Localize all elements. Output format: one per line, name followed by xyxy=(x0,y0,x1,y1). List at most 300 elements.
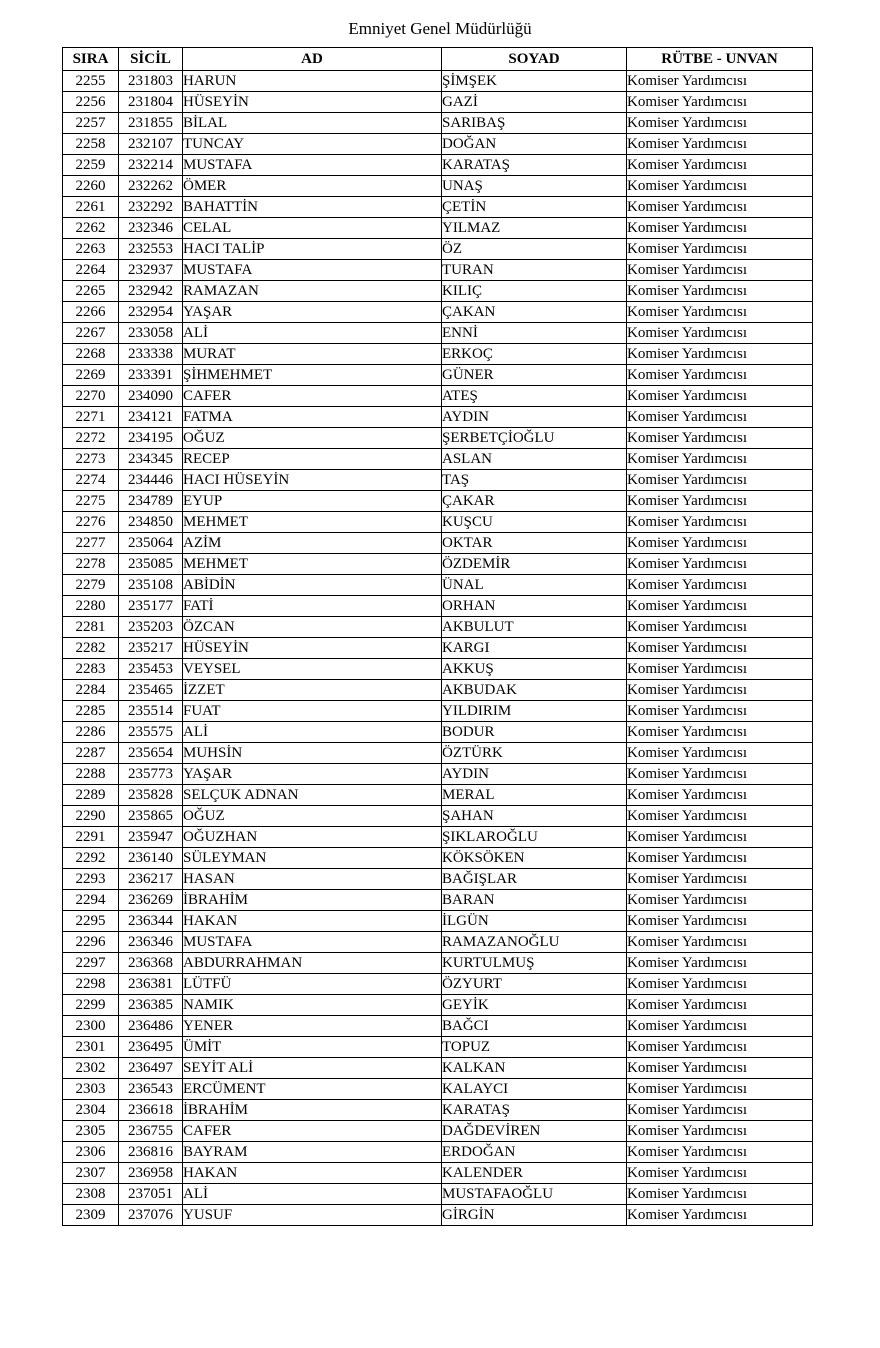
cell-sicil: 236381 xyxy=(119,974,183,995)
cell-sicil: 235085 xyxy=(119,554,183,575)
cell-sicil: 236618 xyxy=(119,1100,183,1121)
cell-soyad: SARIBAŞ xyxy=(442,113,627,134)
cell-soyad: ŞİMŞEK xyxy=(442,71,627,92)
cell-sicil: 233391 xyxy=(119,365,183,386)
cell-soyad: AKBULUT xyxy=(442,617,627,638)
table-row xyxy=(63,1142,813,1163)
cell-rutbe: Komiser Yardımcısı xyxy=(627,722,813,743)
table-row xyxy=(63,1184,813,1205)
table-row xyxy=(63,785,813,806)
cell-sira: 2273 xyxy=(63,449,119,470)
cell-sicil: 235654 xyxy=(119,743,183,764)
table-row xyxy=(63,806,813,827)
cell-sira: 2285 xyxy=(63,701,119,722)
cell-sira: 2277 xyxy=(63,533,119,554)
cell-rutbe: Komiser Yardımcısı xyxy=(627,197,813,218)
table-row xyxy=(63,1121,813,1142)
cell-soyad: ÖZ xyxy=(442,239,627,260)
cell-ad: BİLAL xyxy=(183,113,442,134)
page-title: Emniyet Genel Müdürlüğü xyxy=(348,19,532,38)
cell-rutbe: Komiser Yardımcısı xyxy=(627,953,813,974)
cell-sira: 2276 xyxy=(63,512,119,533)
cell-rutbe: Komiser Yardımcısı xyxy=(627,428,813,449)
cell-rutbe: Komiser Yardımcısı xyxy=(627,848,813,869)
cell-rutbe: Komiser Yardımcısı xyxy=(627,869,813,890)
table-row xyxy=(63,764,813,785)
table-row xyxy=(63,491,813,512)
cell-sicil: 233338 xyxy=(119,344,183,365)
cell-sira: 2288 xyxy=(63,764,119,785)
cell-ad: BAHATTİN xyxy=(183,197,442,218)
cell-sicil: 236217 xyxy=(119,869,183,890)
table-row xyxy=(63,1100,813,1121)
table-row xyxy=(63,449,813,470)
cell-rutbe: Komiser Yardımcısı xyxy=(627,827,813,848)
cell-rutbe: Komiser Yardımcısı xyxy=(627,155,813,176)
cell-soyad: ÇAKAR xyxy=(442,491,627,512)
table-row xyxy=(63,722,813,743)
cell-soyad: ATEŞ xyxy=(442,386,627,407)
cell-ad: HACI TALİP xyxy=(183,239,442,260)
cell-rutbe: Komiser Yardımcısı xyxy=(627,344,813,365)
cell-rutbe: Komiser Yardımcısı xyxy=(627,281,813,302)
cell-rutbe: Komiser Yardımcısı xyxy=(627,176,813,197)
cell-soyad: GÜNER xyxy=(442,365,627,386)
cell-rutbe: Komiser Yardımcısı xyxy=(627,1121,813,1142)
cell-soyad: KARGI xyxy=(442,638,627,659)
cell-sicil: 234195 xyxy=(119,428,183,449)
cell-rutbe: Komiser Yardımcısı xyxy=(627,1037,813,1058)
cell-sira: 2292 xyxy=(63,848,119,869)
cell-soyad: OKTAR xyxy=(442,533,627,554)
cell-ad: CELAL xyxy=(183,218,442,239)
cell-rutbe: Komiser Yardımcısı xyxy=(627,554,813,575)
cell-sira: 2290 xyxy=(63,806,119,827)
cell-ad: ABDURRAHMAN xyxy=(183,953,442,974)
cell-rutbe: Komiser Yardımcısı xyxy=(627,680,813,701)
table-row xyxy=(63,302,813,323)
cell-ad: FATMA xyxy=(183,407,442,428)
table-row xyxy=(63,974,813,995)
cell-sira: 2302 xyxy=(63,1058,119,1079)
cell-rutbe: Komiser Yardımcısı xyxy=(627,113,813,134)
cell-ad: BAYRAM xyxy=(183,1142,442,1163)
cell-soyad: ORHAN xyxy=(442,596,627,617)
cell-soyad: BAĞIŞLAR xyxy=(442,869,627,890)
table-row xyxy=(63,92,813,113)
header-row xyxy=(63,48,813,71)
cell-sira: 2295 xyxy=(63,911,119,932)
cell-ad: FATİ xyxy=(183,596,442,617)
cell-sira: 2263 xyxy=(63,239,119,260)
table-row xyxy=(63,680,813,701)
cell-sira: 2258 xyxy=(63,134,119,155)
cell-sira: 2264 xyxy=(63,260,119,281)
table-row xyxy=(63,617,813,638)
cell-sira: 2286 xyxy=(63,722,119,743)
cell-soyad: ERKOÇ xyxy=(442,344,627,365)
cell-soyad: AYDIN xyxy=(442,764,627,785)
table-row xyxy=(63,533,813,554)
cell-rutbe: Komiser Yardımcısı xyxy=(627,785,813,806)
cell-sira: 2272 xyxy=(63,428,119,449)
cell-rutbe: Komiser Yardımcısı xyxy=(627,449,813,470)
cell-sicil: 235575 xyxy=(119,722,183,743)
cell-rutbe: Komiser Yardımcısı xyxy=(627,491,813,512)
cell-sira: 2281 xyxy=(63,617,119,638)
cell-sicil: 232553 xyxy=(119,239,183,260)
table-row xyxy=(63,323,813,344)
cell-rutbe: Komiser Yardımcısı xyxy=(627,386,813,407)
table-row xyxy=(63,848,813,869)
cell-rutbe: Komiser Yardımcısı xyxy=(627,407,813,428)
cell-ad: MEHMET xyxy=(183,554,442,575)
cell-ad: OĞUZ xyxy=(183,806,442,827)
cell-rutbe: Komiser Yardımcısı xyxy=(627,974,813,995)
cell-ad: SÜLEYMAN xyxy=(183,848,442,869)
table-row xyxy=(63,554,813,575)
cell-ad: LÜTFÜ xyxy=(183,974,442,995)
cell-soyad: ENNİ xyxy=(442,323,627,344)
cell-sicil: 235865 xyxy=(119,806,183,827)
table-row xyxy=(63,1037,813,1058)
cell-sira: 2280 xyxy=(63,596,119,617)
cell-sira: 2275 xyxy=(63,491,119,512)
cell-soyad: KARATAŞ xyxy=(442,1100,627,1121)
cell-sira: 2257 xyxy=(63,113,119,134)
cell-sicil: 236495 xyxy=(119,1037,183,1058)
cell-sira: 2300 xyxy=(63,1016,119,1037)
personnel-table xyxy=(62,47,813,1226)
cell-sicil: 236346 xyxy=(119,932,183,953)
cell-rutbe: Komiser Yardımcısı xyxy=(627,995,813,1016)
table-row xyxy=(63,428,813,449)
table-row xyxy=(63,113,813,134)
cell-soyad: ŞERBETÇİOĞLU xyxy=(442,428,627,449)
cell-soyad: KALENDER xyxy=(442,1163,627,1184)
cell-soyad: KALAYCI xyxy=(442,1079,627,1100)
cell-sicil: 235217 xyxy=(119,638,183,659)
cell-soyad: ŞIKLAROĞLU xyxy=(442,827,627,848)
cell-ad: MUSTAFA xyxy=(183,260,442,281)
cell-ad: HAKAN xyxy=(183,911,442,932)
cell-sira: 2284 xyxy=(63,680,119,701)
cell-rutbe: Komiser Yardımcısı xyxy=(627,1079,813,1100)
cell-soyad: BARAN xyxy=(442,890,627,911)
cell-ad: EYUP xyxy=(183,491,442,512)
cell-ad: HÜSEYİN xyxy=(183,92,442,113)
cell-sira: 2271 xyxy=(63,407,119,428)
table-row xyxy=(63,932,813,953)
cell-sira: 2278 xyxy=(63,554,119,575)
cell-rutbe: Komiser Yardımcısı xyxy=(627,1184,813,1205)
table-row xyxy=(63,218,813,239)
cell-rutbe: Komiser Yardımcısı xyxy=(627,92,813,113)
cell-sicil: 235453 xyxy=(119,659,183,680)
cell-ad: YAŞAR xyxy=(183,764,442,785)
cell-sicil: 232937 xyxy=(119,260,183,281)
cell-ad: ABİDİN xyxy=(183,575,442,596)
cell-ad: İBRAHİM xyxy=(183,890,442,911)
cell-sira: 2262 xyxy=(63,218,119,239)
table-row xyxy=(63,575,813,596)
cell-ad: CAFER xyxy=(183,386,442,407)
cell-sira: 2304 xyxy=(63,1100,119,1121)
cell-soyad: ŞAHAN xyxy=(442,806,627,827)
cell-ad: HAKAN xyxy=(183,1163,442,1184)
header-soyad: SOYAD xyxy=(442,48,627,71)
cell-sicil: 235177 xyxy=(119,596,183,617)
table-row xyxy=(63,470,813,491)
cell-sicil: 236344 xyxy=(119,911,183,932)
header-sira: SIRA xyxy=(63,48,119,71)
table-row xyxy=(63,995,813,1016)
header-ad: AD xyxy=(183,48,442,71)
cell-ad: İZZET xyxy=(183,680,442,701)
cell-ad: SELÇUK ADNAN xyxy=(183,785,442,806)
cell-ad: ÜMİT xyxy=(183,1037,442,1058)
cell-soyad: GAZİ xyxy=(442,92,627,113)
table-row xyxy=(63,71,813,92)
cell-sira: 2259 xyxy=(63,155,119,176)
cell-sira: 2266 xyxy=(63,302,119,323)
cell-sira: 2274 xyxy=(63,470,119,491)
table-row xyxy=(63,1079,813,1100)
cell-rutbe: Komiser Yardımcısı xyxy=(627,533,813,554)
cell-ad: ALİ xyxy=(183,323,442,344)
table-row xyxy=(63,659,813,680)
table-row xyxy=(63,596,813,617)
cell-rutbe: Komiser Yardımcısı xyxy=(627,638,813,659)
cell-soyad: YILMAZ xyxy=(442,218,627,239)
cell-soyad: KUŞCU xyxy=(442,512,627,533)
cell-soyad: AKBUDAK xyxy=(442,680,627,701)
cell-ad: YAŞAR xyxy=(183,302,442,323)
cell-soyad: BAĞCI xyxy=(442,1016,627,1037)
cell-sira: 2294 xyxy=(63,890,119,911)
cell-rutbe: Komiser Yardımcısı xyxy=(627,764,813,785)
cell-ad: ÖZCAN xyxy=(183,617,442,638)
table-row xyxy=(63,638,813,659)
cell-soyad: GİRGİN xyxy=(442,1205,627,1226)
cell-ad: SEYİT ALİ xyxy=(183,1058,442,1079)
cell-sira: 2261 xyxy=(63,197,119,218)
cell-sicil: 235203 xyxy=(119,617,183,638)
cell-soyad: AYDIN xyxy=(442,407,627,428)
cell-soyad: ÖZTÜRK xyxy=(442,743,627,764)
cell-sicil: 236958 xyxy=(119,1163,183,1184)
table-row xyxy=(63,365,813,386)
cell-sira: 2289 xyxy=(63,785,119,806)
table-row xyxy=(63,1058,813,1079)
cell-soyad: İLGÜN xyxy=(442,911,627,932)
cell-rutbe: Komiser Yardımcısı xyxy=(627,659,813,680)
cell-ad: ERCÜMENT xyxy=(183,1079,442,1100)
cell-soyad: KÖKSÖKEN xyxy=(442,848,627,869)
cell-ad: NAMIK xyxy=(183,995,442,1016)
cell-sira: 2308 xyxy=(63,1184,119,1205)
cell-ad: RAMAZAN xyxy=(183,281,442,302)
cell-sira: 2256 xyxy=(63,92,119,113)
cell-soyad: UNAŞ xyxy=(442,176,627,197)
cell-soyad: ÇAKAN xyxy=(442,302,627,323)
cell-rutbe: Komiser Yardımcısı xyxy=(627,512,813,533)
cell-sira: 2267 xyxy=(63,323,119,344)
cell-soyad: ÖZYURT xyxy=(442,974,627,995)
cell-sira: 2283 xyxy=(63,659,119,680)
cell-sicil: 234789 xyxy=(119,491,183,512)
cell-ad: RECEP xyxy=(183,449,442,470)
cell-soyad: ÜNAL xyxy=(442,575,627,596)
cell-soyad: MERAL xyxy=(442,785,627,806)
cell-ad: OĞUZ xyxy=(183,428,442,449)
cell-sira: 2303 xyxy=(63,1079,119,1100)
cell-rutbe: Komiser Yardımcısı xyxy=(627,617,813,638)
cell-ad: ÖMER xyxy=(183,176,442,197)
table-row xyxy=(63,176,813,197)
header-rutbe: RÜTBE - UNVAN xyxy=(627,48,813,71)
table-row xyxy=(63,1205,813,1226)
cell-ad: ALİ xyxy=(183,1184,442,1205)
cell-rutbe: Komiser Yardımcısı xyxy=(627,890,813,911)
cell-ad: ALİ xyxy=(183,722,442,743)
cell-sira: 2269 xyxy=(63,365,119,386)
cell-soyad: BODUR xyxy=(442,722,627,743)
cell-sira: 2255 xyxy=(63,71,119,92)
cell-soyad: KILIÇ xyxy=(442,281,627,302)
cell-sicil: 234850 xyxy=(119,512,183,533)
cell-sira: 2298 xyxy=(63,974,119,995)
cell-soyad: KALKAN xyxy=(442,1058,627,1079)
cell-sira: 2305 xyxy=(63,1121,119,1142)
cell-ad: AZİM xyxy=(183,533,442,554)
cell-soyad: RAMAZANOĞLU xyxy=(442,932,627,953)
cell-ad: HÜSEYİN xyxy=(183,638,442,659)
cell-ad: MUSTAFA xyxy=(183,932,442,953)
cell-ad: YENER xyxy=(183,1016,442,1037)
cell-soyad: ASLAN xyxy=(442,449,627,470)
table-row xyxy=(63,890,813,911)
table-row xyxy=(63,1163,813,1184)
table-body xyxy=(63,71,813,1226)
cell-sicil: 236140 xyxy=(119,848,183,869)
cell-sira: 2299 xyxy=(63,995,119,1016)
cell-soyad: TURAN xyxy=(442,260,627,281)
cell-soyad: YILDIRIM xyxy=(442,701,627,722)
cell-rutbe: Komiser Yardımcısı xyxy=(627,260,813,281)
cell-rutbe: Komiser Yardımcısı xyxy=(627,1100,813,1121)
cell-sira: 2297 xyxy=(63,953,119,974)
cell-sicil: 232107 xyxy=(119,134,183,155)
cell-sira: 2291 xyxy=(63,827,119,848)
cell-sicil: 231855 xyxy=(119,113,183,134)
cell-sicil: 234090 xyxy=(119,386,183,407)
cell-sira: 2301 xyxy=(63,1037,119,1058)
cell-sicil: 232346 xyxy=(119,218,183,239)
cell-sicil: 235064 xyxy=(119,533,183,554)
cell-rutbe: Komiser Yardımcısı xyxy=(627,218,813,239)
table-row xyxy=(63,911,813,932)
table-row xyxy=(63,155,813,176)
cell-soyad: GEYİK xyxy=(442,995,627,1016)
cell-sira: 2307 xyxy=(63,1163,119,1184)
cell-soyad: ÇETİN xyxy=(442,197,627,218)
cell-ad: VEYSEL xyxy=(183,659,442,680)
cell-sicil: 232214 xyxy=(119,155,183,176)
cell-soyad: DAĞDEVİREN xyxy=(442,1121,627,1142)
cell-sicil: 232954 xyxy=(119,302,183,323)
cell-ad: HACI HÜSEYİN xyxy=(183,470,442,491)
cell-ad: FUAT xyxy=(183,701,442,722)
cell-sicil: 236368 xyxy=(119,953,183,974)
table-row xyxy=(63,239,813,260)
cell-rutbe: Komiser Yardımcısı xyxy=(627,323,813,344)
cell-soyad: ÖZDEMİR xyxy=(442,554,627,575)
cell-rutbe: Komiser Yardımcısı xyxy=(627,806,813,827)
table-row xyxy=(63,743,813,764)
cell-sira: 2270 xyxy=(63,386,119,407)
cell-rutbe: Komiser Yardımcısı xyxy=(627,701,813,722)
cell-ad: CAFER xyxy=(183,1121,442,1142)
cell-sicil: 235108 xyxy=(119,575,183,596)
cell-sicil: 237076 xyxy=(119,1205,183,1226)
cell-sicil: 235465 xyxy=(119,680,183,701)
table-row xyxy=(63,407,813,428)
cell-sira: 2279 xyxy=(63,575,119,596)
cell-sicil: 237051 xyxy=(119,1184,183,1205)
cell-ad: MUSTAFA xyxy=(183,155,442,176)
cell-soyad: DOĞAN xyxy=(442,134,627,155)
cell-rutbe: Komiser Yardımcısı xyxy=(627,1142,813,1163)
cell-sicil: 236816 xyxy=(119,1142,183,1163)
cell-rutbe: Komiser Yardımcısı xyxy=(627,239,813,260)
table-row xyxy=(63,827,813,848)
cell-sicil: 232262 xyxy=(119,176,183,197)
header-sicil: SİCİL xyxy=(119,48,183,71)
cell-ad: HARUN xyxy=(183,71,442,92)
cell-sira: 2293 xyxy=(63,869,119,890)
cell-sicil: 235828 xyxy=(119,785,183,806)
cell-sicil: 233058 xyxy=(119,323,183,344)
cell-sira: 2282 xyxy=(63,638,119,659)
cell-ad: TUNCAY xyxy=(183,134,442,155)
cell-rutbe: Komiser Yardımcısı xyxy=(627,1058,813,1079)
cell-rutbe: Komiser Yardımcısı xyxy=(627,71,813,92)
table-row xyxy=(63,134,813,155)
table-row xyxy=(63,1016,813,1037)
table-row xyxy=(63,281,813,302)
cell-soyad: TOPUZ xyxy=(442,1037,627,1058)
cell-sicil: 232292 xyxy=(119,197,183,218)
cell-rutbe: Komiser Yardımcısı xyxy=(627,911,813,932)
cell-soyad: MUSTAFAOĞLU xyxy=(442,1184,627,1205)
cell-sicil: 231803 xyxy=(119,71,183,92)
cell-ad: MUHSİN xyxy=(183,743,442,764)
cell-sira: 2309 xyxy=(63,1205,119,1226)
cell-ad: İBRAHİM xyxy=(183,1100,442,1121)
cell-sira: 2306 xyxy=(63,1142,119,1163)
cell-soyad: ERDOĞAN xyxy=(442,1142,627,1163)
cell-sicil: 234345 xyxy=(119,449,183,470)
cell-sira: 2287 xyxy=(63,743,119,764)
table-row xyxy=(63,197,813,218)
cell-sicil: 236486 xyxy=(119,1016,183,1037)
cell-rutbe: Komiser Yardımcısı xyxy=(627,596,813,617)
cell-sicil: 236543 xyxy=(119,1079,183,1100)
cell-rutbe: Komiser Yardımcısı xyxy=(627,302,813,323)
table-row xyxy=(63,344,813,365)
cell-sira: 2296 xyxy=(63,932,119,953)
